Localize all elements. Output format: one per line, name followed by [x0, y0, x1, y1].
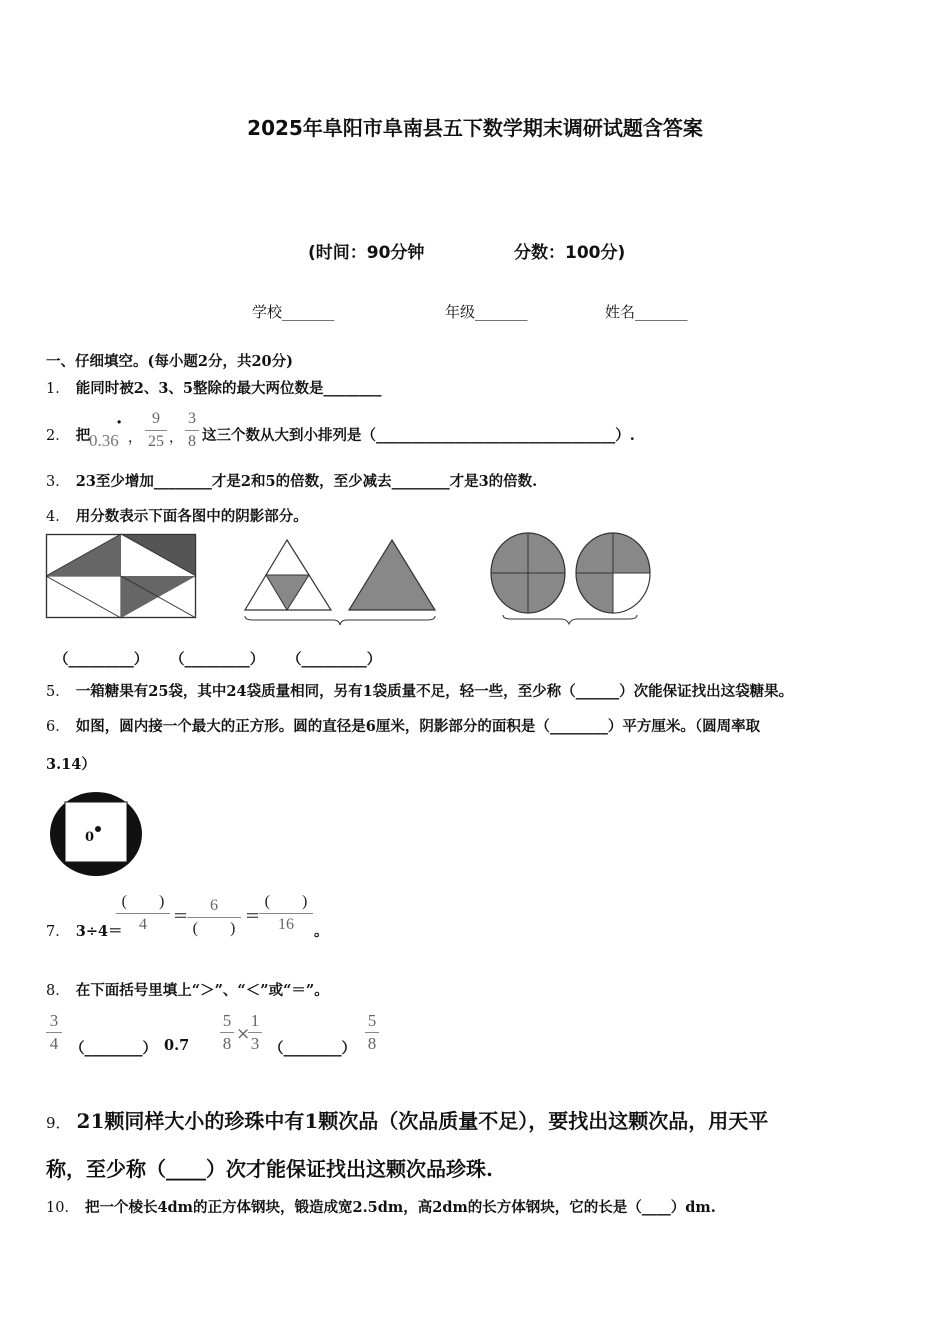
question-9-continued: 称，至少称（____）次才能保证找出这颗次品珍珠.: [46, 1157, 493, 1181]
school-field[interactable]: 学校_______: [252, 303, 335, 321]
numerator: 6: [210, 897, 218, 914]
fraction-1-3: [248, 1012, 262, 1053]
numerator: 5: [367, 1011, 377, 1030]
rectangle-shaded-figure: [46, 534, 196, 618]
question-text: 如图，圆内接一个最大的正方形。圆的直径是6厘米，阴影部分的面积是（________）平方厘米。（圆周率取: [75, 718, 761, 735]
grade-field[interactable]: 年级_______: [445, 303, 528, 321]
question-2-lead: [46, 424, 90, 445]
denominator: 3: [250, 1034, 260, 1053]
question-number: 10．: [46, 1200, 79, 1216]
fraction-3-4: [46, 1012, 62, 1053]
denominator: 25: [148, 433, 164, 450]
compare-blank-2[interactable]: （________）: [269, 1040, 356, 1057]
answer-blank-2[interactable]: （_________）: [170, 651, 265, 668]
numerator-blank[interactable]: ( ): [121, 893, 165, 910]
denominator: 8: [188, 433, 196, 450]
comma: ，: [169, 430, 183, 446]
expression: 3÷4＝: [75, 923, 123, 940]
numerator: 9: [152, 410, 160, 427]
question-text: 23至少增加________才是2和5的倍数，至少减去________才是3的倍数.: [75, 473, 538, 490]
question-number: 4．: [46, 509, 70, 525]
denominator-blank[interactable]: ( ): [192, 920, 236, 937]
question-10: [46, 1196, 716, 1217]
answer-blank-3[interactable]: （_________）: [287, 651, 382, 668]
exam-score: 分数：100分): [514, 243, 626, 263]
denominator: 4: [139, 916, 147, 933]
question-text: 能同时被2、3、5整除的最大两位数是________: [75, 380, 382, 397]
equals-sign: =: [245, 905, 261, 926]
question-4: [46, 505, 308, 526]
question-number: 1．: [46, 381, 70, 397]
repeat-dot: ·: [116, 412, 123, 433]
denominator: 8: [222, 1034, 232, 1053]
comma: ，: [128, 430, 142, 446]
fraction-blank-4: [116, 893, 170, 934]
repeating-decimal: 0.36: [89, 431, 119, 450]
fraction-9-25: [145, 410, 167, 451]
fraction-5-8: [220, 1012, 234, 1053]
equals-sign: =: [173, 905, 189, 926]
triangles-figure: [243, 538, 439, 628]
fraction-5-8: [365, 1012, 379, 1053]
numerator: 5: [222, 1011, 232, 1030]
question-number: 2．: [46, 428, 70, 444]
fraction-6-blank: [187, 897, 241, 938]
circles-figure: [489, 531, 653, 627]
fraction-blank-16: [259, 893, 313, 934]
question-8: [46, 979, 329, 1000]
question-text: 21颗同样大小的珍珠中有1颗次品（次品质量不足），要找出这颗次品，用天平: [76, 1109, 769, 1133]
numerator: 3: [188, 410, 196, 427]
question-1: [46, 377, 382, 398]
question-number: 3．: [46, 474, 70, 490]
question-number: 5．: [46, 684, 70, 700]
question-text: 把一个棱长4dm的正方体钢块，锻造成宽2.5dm，高2dm的长方体钢块，它的长是（____）dm.: [84, 1199, 716, 1216]
question-number: 7．: [46, 924, 70, 940]
denominator: 4: [49, 1034, 59, 1053]
question-text: 在下面括号里填上“＞”、“＜”或“＝”。: [75, 982, 329, 999]
name-field[interactable]: 姓名_______: [605, 303, 688, 321]
denominator: 16: [278, 916, 294, 933]
section-heading: 一、仔细填空。(每小题2分，共20分): [46, 353, 293, 370]
circle-square-figure: [48, 790, 146, 878]
numerator-blank[interactable]: ( ): [264, 893, 308, 910]
question-text: 把: [75, 427, 91, 444]
fraction-3-8: [185, 410, 199, 451]
question-3: [46, 470, 537, 491]
times-sign: ×: [236, 1024, 251, 1044]
denominator: 8: [367, 1034, 377, 1053]
question-number: 9．: [46, 1114, 71, 1132]
question-6-continued: 3.14）: [46, 756, 96, 773]
numerator: 1: [250, 1011, 260, 1030]
answer-blank-1[interactable]: （_________）: [54, 651, 149, 668]
question-5: [46, 680, 793, 701]
page-title: 2025年阜阳市阜南县五下数学期末调研试题含答案: [247, 116, 703, 140]
question-text: 一箱糖果有25袋，其中24袋质量相同，另有1袋质量不足，轻一些，至少称（______）次能保证找出这袋糖果。: [75, 683, 794, 700]
question-2-text: 这三个数从大到小排列是（_________________________________）.: [202, 427, 635, 444]
compare-blank-1[interactable]: （________）: [70, 1040, 157, 1057]
numerator: 3: [49, 1011, 59, 1030]
question-7: [46, 920, 123, 941]
center-label: 0: [85, 830, 95, 845]
compare-value: 0.7: [164, 1037, 190, 1054]
question-number: 6．: [46, 719, 70, 735]
question-number: 8．: [46, 983, 70, 999]
question-text: 用分数表示下面各图中的阴影部分。: [75, 508, 308, 525]
question-6: [46, 715, 760, 736]
exam-time: (时间：90分钟: [308, 243, 425, 263]
period: 。: [314, 923, 329, 940]
question-9: [46, 1105, 768, 1134]
